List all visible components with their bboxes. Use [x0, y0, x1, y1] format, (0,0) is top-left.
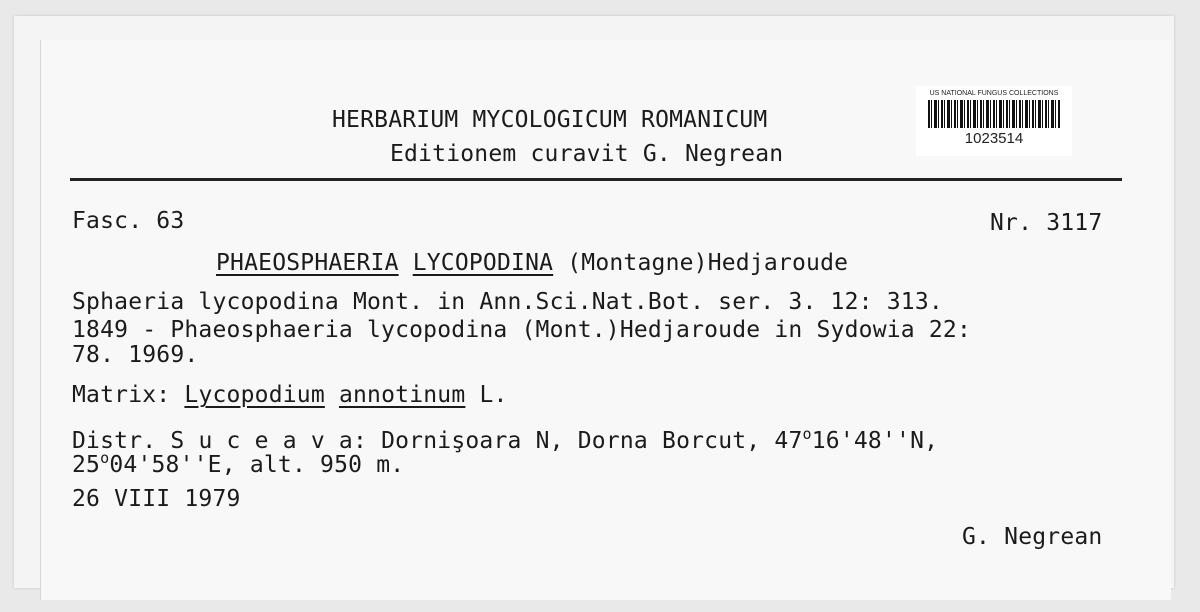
distribution-localities: : Dornişoara N, Dorna Borcut, 47	[352, 428, 803, 454]
longitude-degree-mark: o	[100, 449, 110, 467]
taxon-name	[216, 250, 848, 276]
distribution-label: Distr.	[72, 428, 157, 454]
header-subtitle: Editionem curavit G. Negrean	[390, 141, 784, 167]
barcode-label	[916, 86, 1072, 156]
longitude-degrees: 25	[72, 452, 101, 478]
latitude-rest: 16'48''N,	[811, 428, 939, 454]
exsiccata-number: Nr. 3117	[990, 210, 1103, 236]
synonymy-line-1: Sphaeria lycopodina Mont. in Ann.Sci.Nat.Bot. ser. 3. 12: 313.	[72, 289, 943, 315]
synonymy-line-2: 1849 - Phaeosphaeria lycopodina (Mont.)Hedjaroude in Sydowia 22:	[72, 317, 972, 343]
taxon-genus: PHAEOSPHAERIA	[216, 250, 399, 276]
collector-name: G. Negrean	[962, 524, 1103, 550]
latitude-degree-mark: o	[802, 425, 812, 443]
barcode-icon	[928, 100, 1060, 128]
distribution-line-1	[72, 425, 939, 454]
matrix-label: Matrix:	[72, 382, 171, 408]
distribution-region: S u c e a v a	[170, 428, 353, 454]
fascicle-number: Fasc. 63	[72, 208, 185, 234]
header-title: HERBARIUM MYCOLOGICUM ROMANICUM	[332, 107, 768, 133]
collection-date: 26 VIII 1979	[72, 486, 241, 512]
taxon-species: LYCOPODINA	[412, 250, 554, 276]
taxon-authority: (Montagne)Hedjaroude	[567, 250, 849, 276]
header-divider	[70, 178, 1122, 181]
barcode-collection: US NATIONAL FUNGUS COLLECTIONS	[929, 90, 1059, 97]
longitude-altitude: 04'58''E, alt. 950 m.	[109, 452, 405, 478]
matrix-line	[72, 382, 508, 408]
matrix-genus: Lycopodium	[184, 382, 325, 408]
synonymy-line-3: 78. 1969.	[72, 342, 199, 368]
distribution-line-2	[72, 449, 405, 478]
matrix-author: L.	[479, 382, 508, 408]
barcode-number: 1023514	[964, 130, 1024, 147]
matrix-species: annotinum	[338, 382, 466, 408]
